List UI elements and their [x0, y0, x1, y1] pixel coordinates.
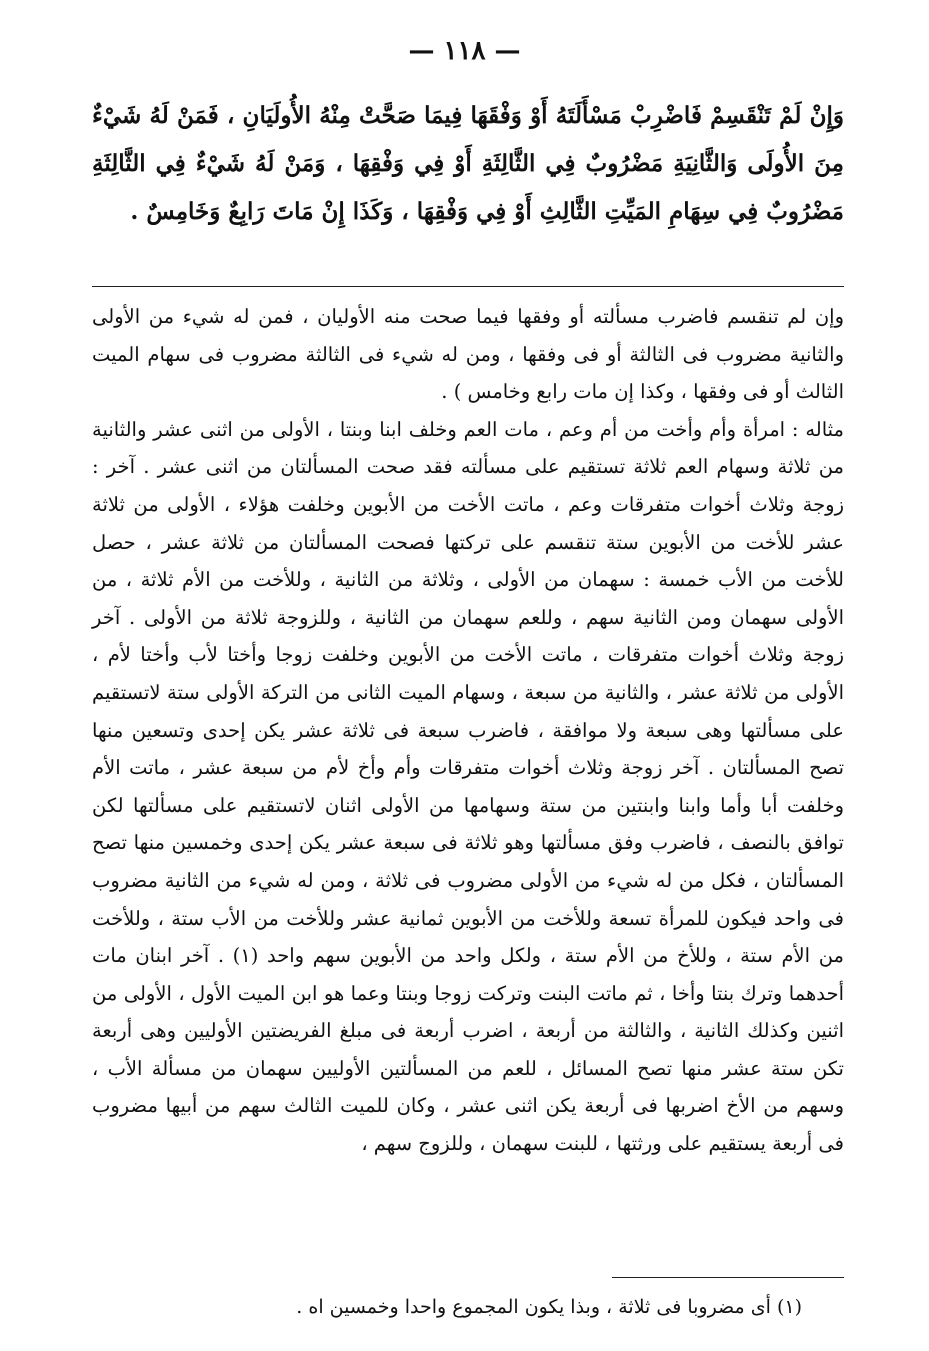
- separator-rule: [92, 286, 844, 287]
- footnote: (١) أى مضروبا فى ثلاثة ، وبذا يكون المجموع واحدا وخمسين اه .: [296, 1296, 802, 1318]
- commentary-quote: وإن لم تنقسم فاضرب مسألته أو وفقها فيما صحت منه الأوليان ، فمن له شيء من الأولى والثانية مضروب فى الثالثة أو فى وفقها ، ومن له شيء فى الثالثة مضروب فى سهام الميت الثالث أو فى وفقها ، وكذا إن مات رابع وخامس ) .: [92, 305, 844, 404]
- matn-text-block: [92, 92, 844, 236]
- commentary-quote-paragraph: [92, 298, 844, 411]
- commentary-body-paragraph: مثاله : امرأة وأم وأخت من أم وعم ، مات العم وخلف ابنا وبنتا ، الأولى من اثنى عشر والثانية من ثلاثة وسهام العم ثلاثة تستقيم على مسألته فقد صحت المسألتان من اثنى عشر . آخر : زوجة وثلاث أخوات متفرقات وعم ، ماتت الأخت من الأبوين وخلفت هؤلاء ، الأولى من ثلاثة عشر للأخت من الأبوين ستة تنقسم على تركتها فصحت المسألتان من ثلاثة عشر ، حصل للأخت من الأب خمسة : سهمان من الأولى ، وثلاثة من الثانية ، وللأخت من الأم ثلاثة ، من الأولى سهمان ومن الثانية سهم ، وللعم سهمان من الثانية ، وللزوجة ثلاثة من الأولى . آخر زوجة وثلاث أخوات متفرقات ، ماتت الأخت من الأبوين وخلفت زوجا وأختا لأب وأختا لأم ، الأولى من ثلاثة عشر ، والثانية من سبعة ، وسهام الميت الثانى من التركة الأولى ستة لاتستقيم على مسألتها وهى سبعة ولا موافقة ، فاضرب سبعة فى ثلاثة عشر يكن إحدى وتسعين منها تصح المسألتان . آخر زوجة وثلاث أخوات متفرقات وأم وأخ لأم من سبعة عشر ، ماتت الأم وخلفت أبا وأما وابنا وابنتين من ستة وسهامها من الأولى اثنان لاتستقيم على مسألتها لكن توافق بالنصف ، فاضرب وفق مسألتها وهو ثلاثة فى سبعة عشر يكن إحدى وخمسين منها تصح المسألتان ، فكل من له شيء من الأولى مضروب فى ثلاثة ، ومن له شيء من الثانية مضروب فى واحد فيكون للمرأة تسعة وللأخت من الأبوين ثمانية عشر وللأخت من الأب ستة ، وللأخت من الأم ستة ، وللأخ من الأم ستة ، ولكل واحد من الأبوين سهم واحد (١) . آخر ابنان مات أحدهما وترك بنتا وأخا ، ثم ماتت البنت وتركت زوجا وبنتا وعما هو ابن الميت الأول ، الأولى من اثنين وكذلك الثانية ، والثالثة من أربعة ، اضرب أربعة فى مبلغ الفريضتين الأوليين وهى أربعة تكن ستة عشر منها تصح المسائل ، للعم من المسألتين الأوليين سهمان من مسألة الأب ، وسهم من الأخ اضربها فى أربعة يكن اثنى عشر ، وكان للميت الثالث سهم من أبيها مضروب فى أربعة يستقيم على ورثتها ، للبنت سهمان ، وللزوج سهم ،: [92, 417, 844, 1156]
- matn-paragraph: وَإِنْ لَمْ تَنْقَسِمْ فَاضْرِبْ مَسْأَلَتَهُ أَوْ وَفْقَهَا فِيمَا صَحَّتْ مِنْهُ الأُولَيَانِ ، فَمَنْ لَهُ شَيْءٌ مِنَ الأُولَى وَالثَّانِيَةِ مَضْرُوبٌ فِي الثَّالِثَةِ أَوْ فِي وَفْقِهَا ، وَمَنْ لَهُ شَيْءٌ فِي الثَّالِثَةِ مَضْرُوبٌ فِي سِهَامِ المَيِّتِ الثَّالِثِ أَوْ فِي وَفْقِهَا ، وَكَذَا إِنْ مَاتَ رَابِعٌ وَخَامِسٌ .: [92, 102, 844, 225]
- commentary-block: [92, 298, 844, 1163]
- page-number: — ١١٨ —: [408, 36, 521, 66]
- footnote-rule: [612, 1277, 844, 1278]
